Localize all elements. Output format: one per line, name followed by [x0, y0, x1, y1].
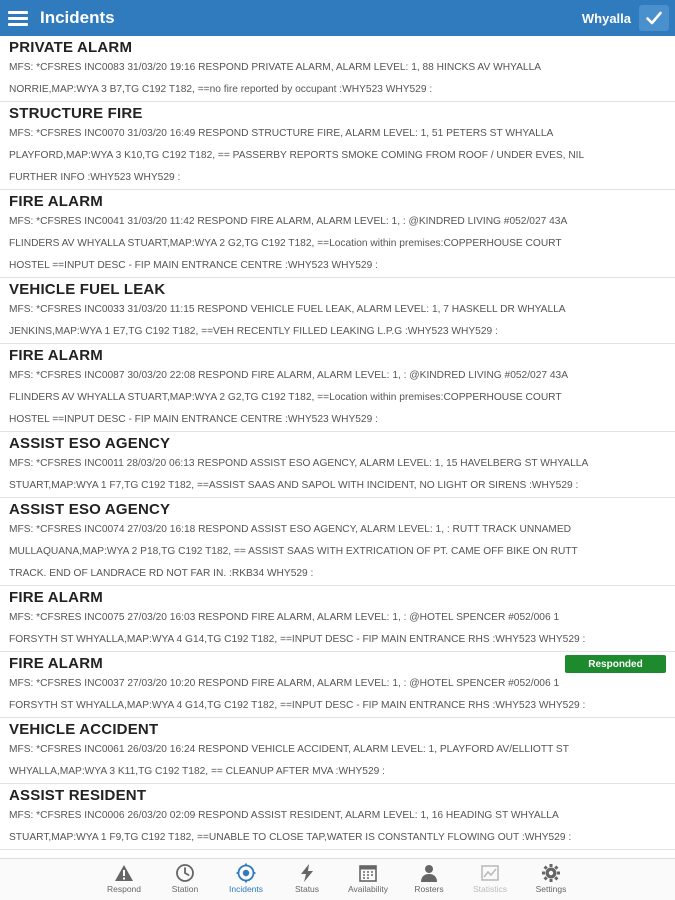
incident-description-line: STUART,MAP:WYA 1 F7,TG C192 T182, ==ASSIST SAAS AND SAPOL WITH INCIDENT, NO LIGHT OR SIRENS :WHY529 :	[9, 480, 579, 491]
incident-description-line: WHYALLA,MAP:WYA 3 K11,TG C192 T182, == CLEANUP AFTER MVA :WHY529 :	[9, 766, 385, 777]
incident-description-line: FORSYTH ST WHYALLA,MAP:WYA 4 G14,TG C192 T182, ==INPUT DESC - FIP MAIN ENTRANCE RHS :WHY523 WHY529 :	[9, 634, 586, 645]
incident-title: VEHICLE ACCIDENT	[9, 721, 159, 738]
nav-item-station[interactable]	[155, 859, 216, 900]
responded-badge: Responded	[565, 655, 666, 673]
nav-item-respond[interactable]	[94, 859, 155, 900]
nav-item-rosters[interactable]	[399, 859, 460, 900]
page-title: Incidents	[40, 8, 115, 27]
incident-description-line: MFS: *CFSRES INC0033 31/03/20 11:15 RESPOND VEHICLE FUEL LEAK, ALARM LEVEL: 1, 7 HASKELL DR WHYALLA	[9, 304, 566, 315]
incident-list-item[interactable]	[0, 344, 675, 432]
target-icon	[236, 863, 256, 883]
person-icon	[419, 863, 439, 883]
incident-title: FIRE ALARM	[9, 347, 103, 364]
incident-title: VEHICLE FUEL LEAK	[9, 281, 166, 298]
incident-title: FIRE ALARM	[9, 589, 103, 606]
incident-list-item[interactable]	[0, 432, 675, 498]
incident-description-line: TRACK. END OF LANDRACE RD NOT FAR IN. :RKB34 WHY529 :	[9, 568, 314, 579]
incident-description-line: MFS: *CFSRES INC0087 30/03/20 22:08 RESPOND FIRE ALARM, ALARM LEVEL: 1, : @KINDRED LIVING #052/027 43A	[9, 370, 569, 381]
nav-item-settings[interactable]	[521, 859, 582, 900]
incident-description-line: MFS: *CFSRES INC0083 31/03/20 19:16 RESPOND PRIVATE ALARM, ALARM LEVEL: 1, 88 HINCKS AV WHYALLA	[9, 62, 542, 73]
station-selector[interactable]: Whyalla	[581, 10, 631, 26]
bottom-navigation	[0, 858, 675, 900]
incident-description-line: FLINDERS AV WHYALLA STUART,MAP:WYA 2 G2,TG C192 T182, ==Location within premises:COPPERHOUSE COURT	[9, 392, 562, 403]
nav-item-label: Rosters	[414, 884, 444, 894]
lightning-icon	[297, 863, 317, 883]
incident-title: PRIVATE ALARM	[9, 39, 133, 56]
confirm-button[interactable]	[639, 5, 669, 31]
incident-list-item[interactable]	[0, 278, 675, 344]
incident-title: FIRE ALARM	[9, 655, 103, 672]
nav-item-status[interactable]	[277, 859, 338, 900]
nav-item-label: Incidents	[228, 884, 264, 894]
nav-item-label: Availability	[347, 884, 388, 894]
hamburger-icon	[8, 8, 28, 29]
incident-description-line: HOSTEL ==INPUT DESC - FIP MAIN ENTRANCE CENTRE :WHY523 WHY529 :	[9, 260, 378, 271]
incident-list-item[interactable]	[0, 586, 675, 652]
clock-icon	[175, 863, 195, 883]
incident-description-line: MFS: *CFSRES INC0011 28/03/20 06:13 RESPOND ASSIST ESO AGENCY, ALARM LEVEL: 1, 15 HAVELBERG ST WHYALLA	[9, 458, 589, 469]
top-app-bar	[0, 0, 675, 36]
nav-item-label: Statistics	[472, 884, 507, 894]
incident-title: FIRE ALARM	[9, 193, 103, 210]
calendar-icon	[358, 863, 378, 883]
incident-description-line: HOSTEL ==INPUT DESC - FIP MAIN ENTRANCE CENTRE :WHY523 WHY529 :	[9, 414, 378, 425]
incident-description-line: MFS: *CFSRES INC0070 31/03/20 16:49 RESPOND STRUCTURE FIRE, ALARM LEVEL: 1, 51 PETERS ST WHYALLA	[9, 128, 554, 139]
incident-description-line: MFS: *CFSRES INC0061 26/03/20 16:24 RESPOND VEHICLE ACCIDENT, ALARM LEVEL: 1, PLAYFORD AV/ELLIOTT ST	[9, 744, 569, 755]
incident-description-line: STUART,MAP:WYA 1 F9,TG C192 T182, ==UNABLE TO CLOSE TAP,WATER IS CONSTANTLY FLOWING OUT :WHY529 :	[9, 832, 572, 843]
nav-item-label: Station	[171, 884, 199, 894]
checkmark-icon	[646, 11, 662, 25]
nav-item-label: Settings	[535, 884, 567, 894]
incident-description-line: MFS: *CFSRES INC0006 26/03/20 02:09 RESPOND ASSIST RESIDENT, ALARM LEVEL: 1, 16 HEADING ST WHYALLA	[9, 810, 559, 821]
incident-list-item[interactable]	[0, 190, 675, 278]
incident-description-line: MFS: *CFSRES INC0041 31/03/20 11:42 RESPOND FIRE ALARM, ALARM LEVEL: 1, : @KINDRED LIVING #052/027 43A	[9, 216, 568, 227]
chart-icon	[480, 863, 500, 883]
nav-item-availability[interactable]	[338, 859, 399, 900]
incident-description-line: PLAYFORD,MAP:WYA 3 K10,TG C192 T182, == PASSERBY REPORTS SMOKE COMING FROM ROOF / UNDER EVES, NIL	[9, 150, 585, 161]
menu-button[interactable]	[0, 0, 36, 36]
incident-title: STRUCTURE FIRE	[9, 105, 143, 122]
incident-title: ASSIST RESIDENT	[9, 787, 147, 804]
incident-list-item[interactable]	[0, 652, 675, 718]
incident-title: ASSIST ESO AGENCY	[9, 501, 171, 518]
incident-description-line: MFS: *CFSRES INC0074 27/03/20 16:18 RESPOND ASSIST ESO AGENCY, ALARM LEVEL: 1, : RUTT TRACK UNNAMED	[9, 524, 572, 535]
incident-title: ASSIST ESO AGENCY	[9, 435, 171, 452]
incident-description-line: FORSYTH ST WHYALLA,MAP:WYA 4 G14,TG C192 T182, ==INPUT DESC - FIP MAIN ENTRANCE RHS :WHY523 WHY529 :	[9, 700, 586, 711]
incident-list-item[interactable]	[0, 498, 675, 586]
incident-description-line: MFS: *CFSRES INC0037 27/03/20 10:20 RESPOND FIRE ALARM, ALARM LEVEL: 1, : @HOTEL SPENCER #052/006 1	[9, 678, 560, 689]
nav-item-label: Status	[294, 884, 320, 894]
incident-description-line: JENKINS,MAP:WYA 1 E7,TG C192 T182, ==VEH RECENTLY FILLED LEAKING L.P.G :WHY523 WHY529 :	[9, 326, 498, 337]
nav-item-incidents[interactable]	[216, 859, 277, 900]
incident-list-item[interactable]	[0, 718, 675, 784]
incident-list-item[interactable]	[0, 36, 675, 102]
nav-item-statistics[interactable]	[460, 859, 521, 900]
incident-description-line: MFS: *CFSRES INC0075 27/03/20 16:03 RESPOND FIRE ALARM, ALARM LEVEL: 1, : @HOTEL SPENCER #052/006 1	[9, 612, 560, 623]
incident-description-line: FURTHER INFO :WHY523 WHY529 :	[9, 172, 181, 183]
incident-list[interactable]	[0, 36, 675, 858]
incident-list-item[interactable]	[0, 102, 675, 190]
warning-icon	[114, 863, 134, 883]
incident-list-item[interactable]	[0, 784, 675, 850]
incident-description-line: FLINDERS AV WHYALLA STUART,MAP:WYA 2 G2,TG C192 T182, ==Location within premises:COPPERHOUSE COURT	[9, 238, 562, 249]
incident-description-line: NORRIE,MAP:WYA 3 B7,TG C192 T182, ==no fire reported by occupant :WHY523 WHY529 :	[9, 84, 433, 95]
gear-icon	[541, 863, 561, 883]
incident-description-line: MULLAQUANA,MAP:WYA 2 P18,TG C192 T182, == ASSIST SAAS WITH EXTRICATION OF PT. CAME OFF BIKE ON RUTT	[9, 546, 578, 557]
nav-item-label: Respond	[106, 884, 142, 894]
